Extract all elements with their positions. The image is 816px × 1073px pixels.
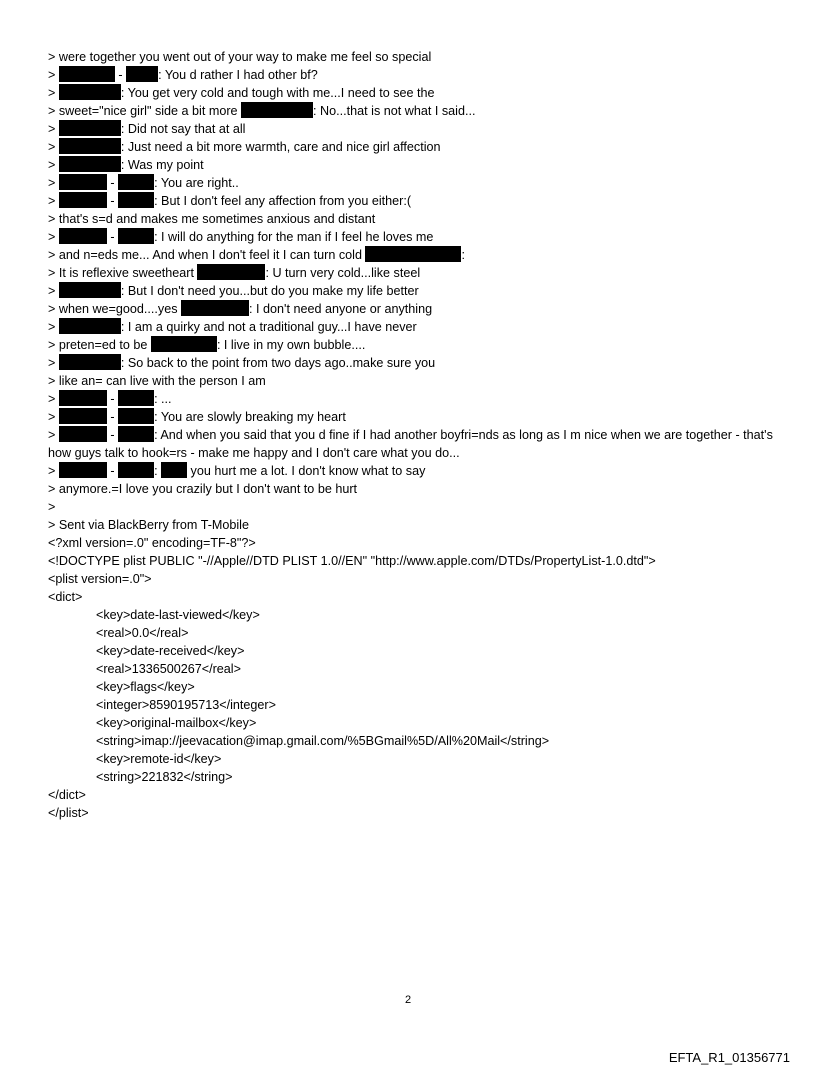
text-line bbox=[48, 300, 788, 318]
redaction-block bbox=[118, 174, 154, 190]
text-line bbox=[48, 426, 788, 462]
message-text: you hurt me a lot. I don't know what to say bbox=[187, 464, 426, 478]
plist-line: <plist version=.0"> bbox=[48, 572, 152, 586]
separator: - bbox=[110, 392, 115, 406]
plist-line: <string>imap://jeevacation@imap.gmail.com/%5BGmail%5D/All%20Mail</string> bbox=[96, 734, 550, 748]
redaction-block bbox=[118, 426, 154, 442]
message-text: : bbox=[461, 248, 465, 262]
quote-marker: > bbox=[48, 176, 56, 190]
document-body bbox=[48, 48, 788, 822]
text-line bbox=[48, 246, 788, 264]
message-text: : I don't need anyone or anything bbox=[249, 302, 433, 316]
text-line bbox=[48, 66, 788, 84]
redaction-block bbox=[59, 282, 121, 298]
plist-line: <key>date-last-viewed</key> bbox=[96, 608, 260, 622]
quote-marker: > bbox=[48, 158, 56, 172]
text-line bbox=[48, 102, 788, 120]
plist-line: <dict> bbox=[48, 590, 83, 604]
message-text: : I live in my own bubble.... bbox=[216, 338, 366, 352]
text-line bbox=[48, 192, 788, 210]
text-line bbox=[48, 120, 788, 138]
separator: : bbox=[154, 464, 158, 478]
text-line bbox=[48, 408, 788, 426]
text-line bbox=[48, 318, 788, 336]
separator: - bbox=[110, 428, 115, 442]
plist-line: </plist> bbox=[48, 806, 89, 820]
redaction-block bbox=[59, 84, 121, 100]
redaction-block bbox=[59, 174, 107, 190]
message-text: : ... bbox=[154, 392, 172, 406]
page-number: 2 bbox=[404, 994, 412, 1006]
plist-line: <?xml version=.0" encoding=TF-8"?> bbox=[48, 536, 256, 550]
text-line: > anymore.=I love you crazily but I don't want to be hurt bbox=[48, 482, 358, 496]
quote-marker: > bbox=[48, 86, 56, 100]
message-text: : And when you said that you d fine if I had another boyfri=nds as long as I m nice when we are together - that's how guys talk to hook=rs - make me happy and I don't care what you do... bbox=[48, 428, 773, 460]
redaction-block bbox=[181, 300, 249, 316]
quote-marker: > bbox=[48, 122, 56, 136]
message-text: : I am a quirky and not a traditional guy...I have never bbox=[120, 320, 417, 334]
redaction-block bbox=[59, 138, 121, 154]
redaction-block bbox=[161, 462, 187, 478]
text-line bbox=[48, 336, 788, 354]
plist-line: <!DOCTYPE plist PUBLIC "-//Apple//DTD PLIST 1.0//EN" "http://www.apple.com/DTDs/PropertyList-1.0.dtd"> bbox=[48, 554, 656, 568]
text-line: > Sent via BlackBerry from T-Mobile bbox=[48, 518, 249, 532]
plist-line: <key>date-received</key> bbox=[96, 644, 245, 658]
message-text: : No...that is not what I said... bbox=[313, 104, 476, 118]
text-line: > like an= can live with the person I am bbox=[48, 374, 266, 388]
redaction-block bbox=[118, 408, 154, 424]
redaction-block bbox=[59, 228, 107, 244]
plist-line: <key>original-mailbox</key> bbox=[96, 716, 257, 730]
quote-marker: > bbox=[48, 410, 56, 424]
redaction-block bbox=[59, 66, 115, 82]
redaction-block bbox=[241, 102, 313, 118]
text-line bbox=[48, 228, 788, 246]
quote-marker: > bbox=[48, 428, 56, 442]
redaction-block bbox=[118, 462, 154, 478]
plist-line: <integer>8590195713</integer> bbox=[96, 698, 276, 712]
message-text: : Was my point bbox=[120, 158, 204, 172]
redaction-block bbox=[59, 426, 107, 442]
plist-line: <string>221832</string> bbox=[96, 770, 233, 784]
message-text: > when we=good....yes bbox=[48, 302, 182, 316]
quote-marker: > bbox=[48, 68, 56, 82]
message-text: : Just need a bit more warmth, care and nice girl affection bbox=[120, 140, 441, 154]
text-line bbox=[48, 84, 788, 102]
message-text: : You get very cold and tough with me...I need to see the bbox=[120, 86, 435, 100]
message-text: : I will do anything for the man if I feel he loves me bbox=[154, 230, 434, 244]
quote-marker: > bbox=[48, 230, 56, 244]
message-text: : You are slowly breaking my heart bbox=[154, 410, 346, 424]
redaction-block bbox=[59, 408, 107, 424]
quote-marker: > bbox=[48, 464, 56, 478]
message-text: : You d rather I had other bf? bbox=[158, 68, 318, 82]
plist-line: <real>0.0</real> bbox=[96, 626, 189, 640]
separator: - bbox=[110, 410, 115, 424]
text-line bbox=[48, 174, 788, 192]
redaction-block bbox=[118, 228, 154, 244]
text-line bbox=[48, 138, 788, 156]
text-line bbox=[48, 156, 788, 174]
document-id: EFTA_R1_01356771 bbox=[668, 1050, 790, 1065]
plist-line: <key>flags</key> bbox=[96, 680, 195, 694]
plist-line: </dict> bbox=[48, 788, 86, 802]
separator: - bbox=[110, 176, 115, 190]
message-text: : But I don't feel any affection from you either:( bbox=[154, 194, 412, 208]
separator: - bbox=[110, 464, 115, 478]
text-line bbox=[48, 390, 788, 408]
plist-line: <real>1336500267</real> bbox=[96, 662, 241, 676]
text-line: > were together you went out of your way to make me feel so special bbox=[48, 50, 432, 64]
quote-marker: > bbox=[48, 140, 56, 154]
redaction-block bbox=[365, 246, 461, 262]
message-text: : You are right.. bbox=[154, 176, 239, 190]
quote-marker: > bbox=[48, 356, 56, 370]
text-line bbox=[48, 462, 788, 480]
redaction-block bbox=[59, 192, 107, 208]
redaction-block bbox=[59, 120, 121, 136]
message-text: : But I don't need you...but do you make my life better bbox=[120, 284, 419, 298]
redaction-block bbox=[59, 354, 121, 370]
message-text: : So back to the point from two days ago..make sure you bbox=[120, 356, 436, 370]
plist-line: <key>remote-id</key> bbox=[96, 752, 222, 766]
redaction-block bbox=[59, 318, 121, 334]
message-text: > preten=ed to be bbox=[48, 338, 151, 352]
separator: - bbox=[110, 230, 115, 244]
redaction-block bbox=[197, 264, 265, 280]
redaction-block bbox=[59, 462, 107, 478]
message-text: > It is reflexive sweetheart bbox=[48, 266, 198, 280]
separator: - bbox=[110, 194, 115, 208]
redaction-block bbox=[118, 192, 154, 208]
redaction-block bbox=[118, 390, 154, 406]
separator: - bbox=[118, 68, 123, 82]
message-text: > sweet="nice girl" side a bit more bbox=[48, 104, 242, 118]
message-text: : Did not say that at all bbox=[120, 122, 246, 136]
text-line: > bbox=[48, 500, 56, 514]
redaction-block bbox=[59, 156, 121, 172]
quote-marker: > bbox=[48, 320, 56, 334]
message-text: : U turn very cold...like steel bbox=[265, 266, 421, 280]
text-line bbox=[48, 264, 788, 282]
redaction-block bbox=[126, 66, 158, 82]
quote-marker: > bbox=[48, 194, 56, 208]
quote-marker: > bbox=[48, 392, 56, 406]
text-line bbox=[48, 354, 788, 372]
redaction-block bbox=[151, 336, 217, 352]
redaction-block bbox=[59, 390, 107, 406]
text-line: > that's s=d and makes me sometimes anxious and distant bbox=[48, 212, 376, 226]
message-text: > and n=eds me... And when I don't feel it I can turn cold bbox=[48, 248, 366, 262]
quote-marker: > bbox=[48, 284, 56, 298]
text-line bbox=[48, 282, 788, 300]
